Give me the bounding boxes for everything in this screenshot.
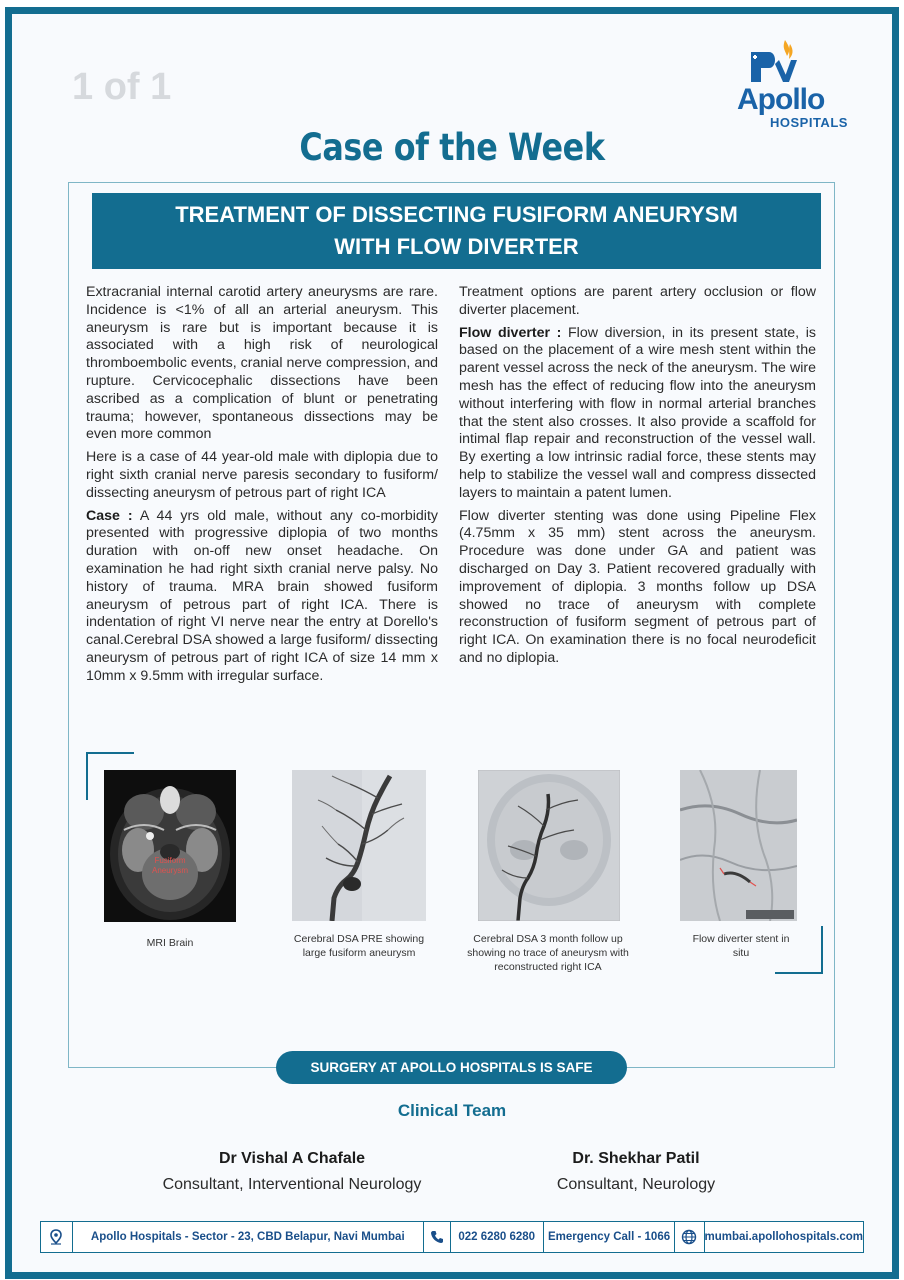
footer-contact-bar: [40, 1221, 864, 1253]
case-summary-paragraph: Here is a case of 44 year-old male with diplopia due to right sixth cranial nerve paresis secondary to fusiform/ dissecting aneurysm of petrous part of right ICA: [86, 449, 438, 501]
flow-diverter-text: Flow diversion, in its present state, is based on the placement of a wire mesh stent within the parent vessel across the neck of the aneurysm. The wire mesh has the effect of reducing flow into the aneurysm without interfering with flow in normal arterial branches that the stent also crosses. It also provide a scaffold for intimal flap repair and reconstruction of the vessel wall. By exerting a low intrinsic radial force, these stents may help to stabilize the vessel wall and compress dissected layers to maintain a patent lumen.: [459, 324, 816, 501]
dsa-followup-image: [478, 770, 620, 921]
globe-icon: [674, 1222, 703, 1252]
flow-diverter-image: [680, 770, 797, 921]
doctor-card-2: [520, 1150, 752, 1194]
doctor-card-1: [140, 1150, 444, 1194]
footer-website-link[interactable]: mumbai.apollohospitals.com: [704, 1222, 863, 1252]
logo-subtitle: HOSPITALS: [770, 115, 848, 130]
page-counter: 1 of 1: [72, 66, 172, 108]
logo-name: Apollo: [737, 83, 825, 116]
case-paragraph: [86, 508, 438, 686]
outcome-paragraph: Flow diverter stenting was done using Pipeline Flex (4.75mm x 35 mm) stent across the aneurysm. Procedure was done under GA and patient was discharged on Day 3. Patient recovered gradually with improvement of diplopia. 3 months follow up DSA showed no trace of aneurysm with complete reconstruction of fusiform segment of petrous part of right ICA. On examination there is no focal neurodeficit and no diplopia.: [459, 507, 816, 666]
treatment-paragraph: Treatment options are parent artery occlusion or flow diverter placement.: [459, 284, 816, 318]
safety-banner: SURGERY AT APOLLO HOSPITALS IS SAFE: [276, 1051, 627, 1084]
figure-caption-dsa-pre: Cerebral DSA PRE showing large fusiform aneurysm: [293, 933, 425, 959]
apollo-logo-icon: [745, 38, 805, 88]
figure-caption-dsa-followup: Cerebral DSA 3 month follow up showing no trace of aneurysm with reconstructed right ICA: [467, 933, 629, 973]
article-title-line1: TREATMENT OF DISSECTING FUSIFORM ANEURYSM: [175, 202, 738, 227]
figure-caption-mri: MRI Brain: [146, 937, 194, 949]
page-heading: Case of the Week: [299, 126, 605, 169]
left-column: [86, 284, 438, 691]
dsa-pre-image: [292, 770, 426, 921]
right-column: [459, 284, 816, 673]
apollo-logo: [733, 38, 863, 133]
intro-paragraph: Extracranial internal carotid artery aneurysms are rare. Incidence is <1% of all an arterial aneurysm. This aneurysm is rare but is important because it is associated with a high risk of neurological thromboembolic events, cranial nerve compression, and rupture. Cervicocephalic dissections have been ascribed as a complication of blunt or penetrating trauma; however, spontaneous dissections may be even more common: [86, 284, 438, 443]
doctor-name: Dr. Shekhar Patil: [572, 1150, 700, 1167]
location-icon: [41, 1222, 72, 1252]
phone-icon: [423, 1222, 450, 1252]
figure-caption-flow-diverter: Flow diverter stent in situ: [692, 933, 790, 959]
footer-address: Apollo Hospitals - Sector - 23, CBD Belapur, Navi Mumbai: [72, 1222, 423, 1252]
flow-diverter-paragraph: [459, 325, 816, 503]
case-label: Case :: [86, 507, 133, 524]
flow-diverter-label: Flow diverter :: [459, 324, 562, 341]
footer-phone[interactable]: 022 6280 6280: [450, 1222, 543, 1252]
footer-emergency: Emergency Call - 1066: [543, 1222, 675, 1252]
doctor-role: Consultant, Neurology: [556, 1176, 716, 1193]
case-text: A 44 yrs old male, without any co-morbidity presented with progressive diplopia of two months duration with on-off new onset headache. On examination he had right sixth cranial nerve palsy. No history of trauma. MRA brain showed fusiform aneurysm of petrous part of right ICA. There is indentation of right VI nerve near the entry at Dorello's canal.Cerebral DSA showed a large fusiform/ dissecting aneurysm of petrous part of right ICA of size 14 mm x 10mm x 9.5mm with irregular surface.: [86, 507, 438, 684]
mri-brain-image: [104, 770, 236, 922]
clinical-team-title: Clinical Team: [397, 1101, 507, 1120]
mri-overlay-label: Fusiform Aneurysm: [151, 856, 188, 875]
article-title-line2: WITH FLOW DIVERTER: [334, 234, 579, 259]
doctor-role: Consultant, Interventional Neurology: [162, 1176, 422, 1193]
article-title: [92, 193, 821, 269]
doctor-name: Dr Vishal A Chafale: [218, 1150, 366, 1167]
